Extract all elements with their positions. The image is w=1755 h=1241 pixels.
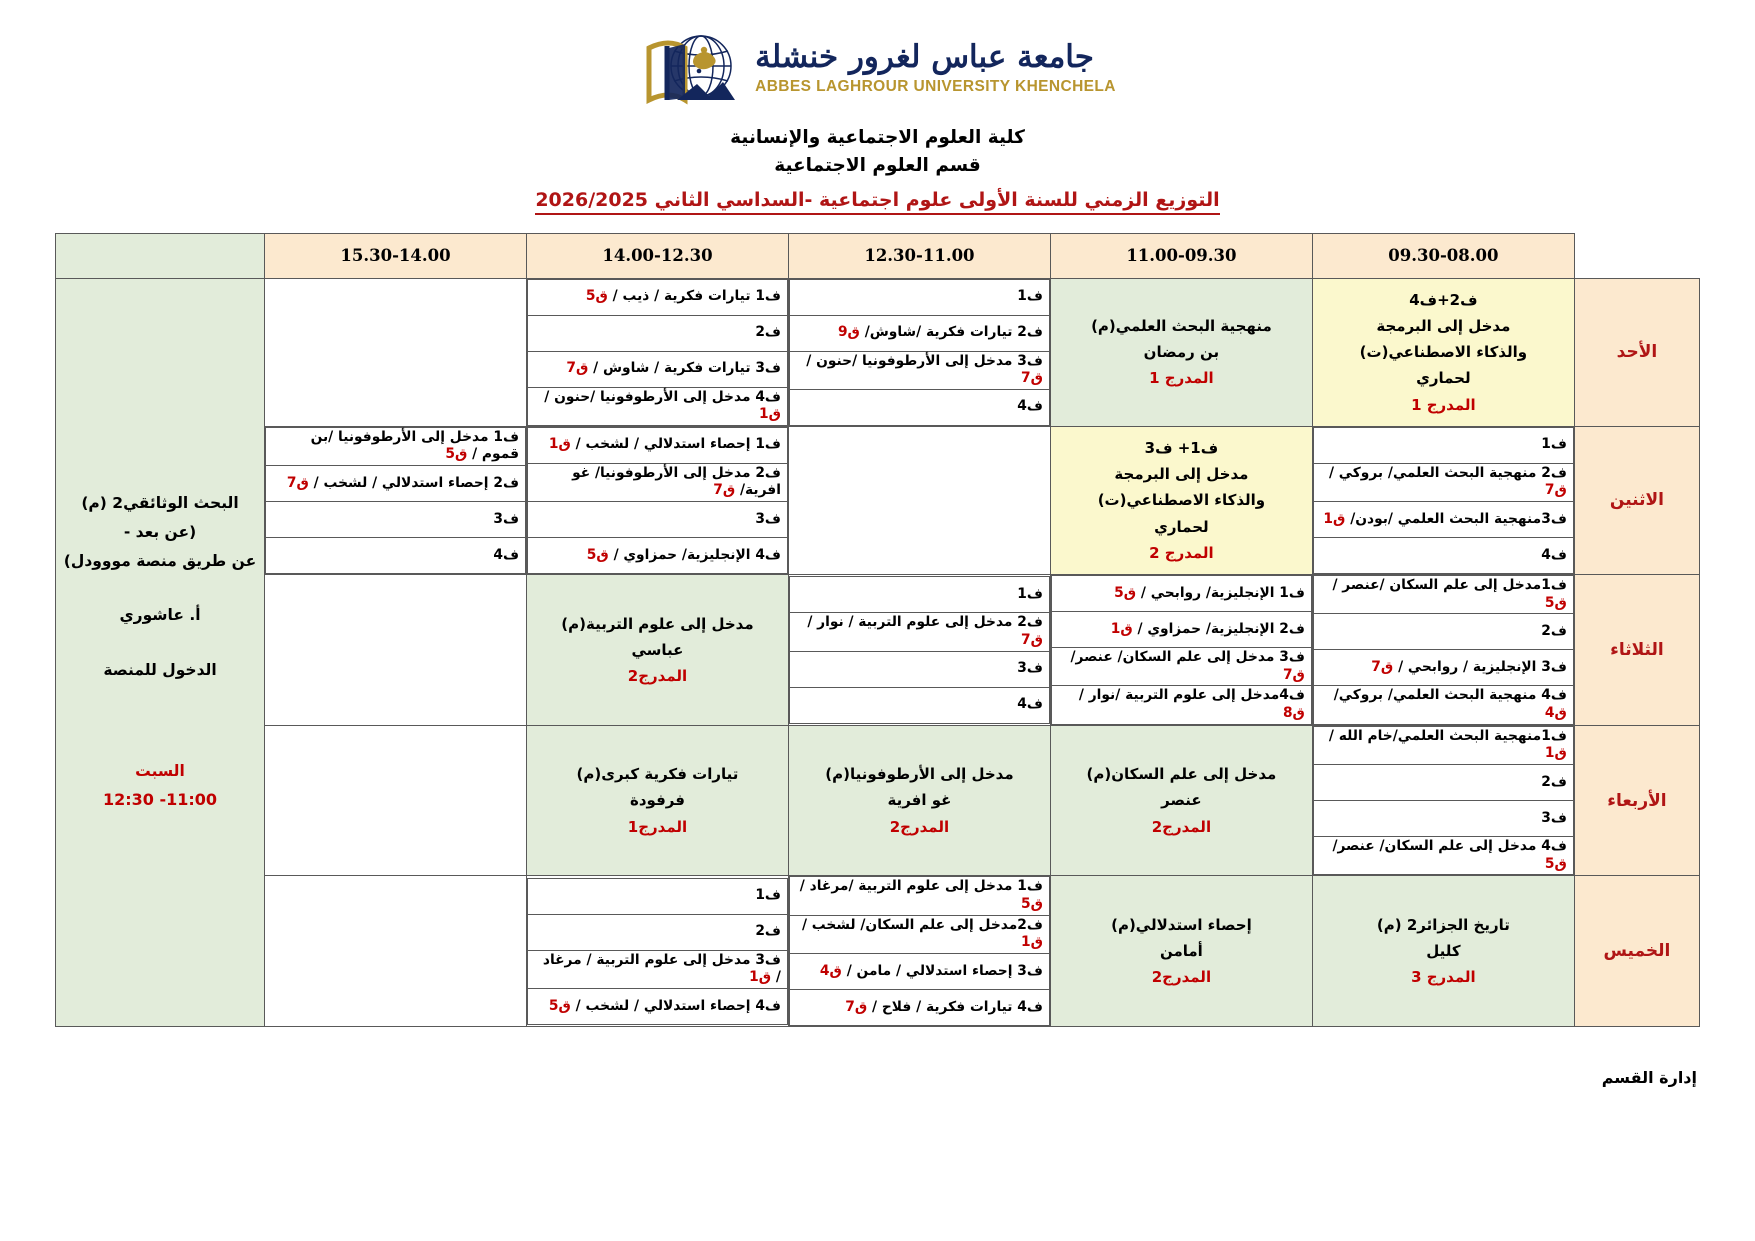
group-row <box>789 687 1049 723</box>
group-entry-text: ف3 <box>1541 809 1567 826</box>
university-wordmark <box>755 38 1116 95</box>
group-entry <box>527 950 787 988</box>
timetable-body <box>56 278 1700 1027</box>
group-entry-room: ق5 <box>1114 584 1137 601</box>
group-entry <box>266 502 526 538</box>
cell-4-3 <box>526 876 788 1027</box>
group-entry-text: ف1منهجية البحث العلمي/خام الله / <box>1328 727 1567 744</box>
day-label-0: الأحد <box>1574 278 1699 426</box>
group-entry <box>527 914 787 950</box>
group-entry <box>1051 576 1311 612</box>
group-entry-text: ف3منهجية البحث العلمي /بودن/ <box>1350 510 1567 527</box>
group-entry-text: ف3 مدخل إلى علم السكان/ عنصر/ <box>1070 649 1305 666</box>
group-entry-room: ق1 <box>749 969 772 986</box>
timetable <box>55 233 1700 1028</box>
group-entry-room: ق7 <box>1020 631 1043 648</box>
group-entry <box>789 651 1049 687</box>
document-title-text: التوزيع الزمني للسنة الأولى علوم اجتماعية -السداسي الثاني 2026/2025 <box>535 189 1219 215</box>
group-entry <box>1313 427 1573 463</box>
group-entry-text: ف2 منهجية البحث العلمي/ بروكي / <box>1328 464 1567 481</box>
group-table <box>527 279 788 426</box>
group-row <box>1313 650 1573 686</box>
group-entry-text: ف1 <box>1541 436 1567 453</box>
group-entry <box>266 427 526 465</box>
group-entry <box>266 538 526 574</box>
day-label-4: الخميس <box>1574 876 1699 1027</box>
group-row <box>789 577 1049 613</box>
group-row <box>1313 576 1573 614</box>
group-entry <box>789 954 1049 990</box>
cell-2-1 <box>1050 575 1312 726</box>
group-entry-text: ف1مدخل إلى علم السكان /عنصر / <box>1332 577 1567 594</box>
lecture-line: تاريخ الجزائر2 (م) <box>1376 915 1510 934</box>
cell-0-4 <box>265 278 527 426</box>
group-entry-text: ف3 مدخل إلى الأرطوفونيا /حنون / <box>806 352 1043 369</box>
group-row <box>789 613 1049 651</box>
group-table <box>527 427 788 574</box>
group-row <box>527 502 787 538</box>
side-line-3: عن طريق منصة مووودل) <box>63 551 257 570</box>
header-slot-1530-1400: 15.30-14.00 <box>265 233 527 278</box>
lecture-room: المدرج 1 <box>1149 369 1214 388</box>
group-table <box>527 878 788 1025</box>
group-entry-room: ق7 <box>845 998 868 1015</box>
lecture-room: المدرج 1 <box>1411 395 1476 414</box>
group-entry-text: ف1 <box>1017 288 1043 305</box>
group-entry <box>789 877 1049 915</box>
group-row <box>1313 837 1573 875</box>
group-entry-text: ف4 <box>1017 398 1043 415</box>
group-entry-text: ف2 <box>1541 773 1567 790</box>
group-row <box>789 279 1049 315</box>
group-entry <box>1313 463 1573 501</box>
day-label-2: الثلاثاء <box>1574 575 1699 726</box>
globe-book-logo-icon <box>639 26 745 110</box>
group-entry-text: ف3 إحصاء استدلالي / مامن / <box>846 962 1043 979</box>
group-entry-text: ف1 تيارات فكرية / ذيب / <box>612 288 781 305</box>
group-row <box>789 877 1049 915</box>
university-name-en: ABBES LAGHROUR UNIVERSITY KHENCHELA <box>755 77 1116 95</box>
university-name-ar: جامعة عباس لغرور خنشلة <box>755 38 1094 75</box>
cell-3-3 <box>526 725 788 876</box>
group-entry-text: ف4 مدخل إلى الأرطوفونيا /حنون / <box>544 388 781 405</box>
lecture-line: ف1+ ف3 <box>1144 438 1219 457</box>
group-row <box>527 988 787 1024</box>
group-entry-text: ف4 <box>1541 546 1567 563</box>
group-entry-text: ف2 الإنجليزية/ حمزاوي / <box>1137 620 1305 637</box>
cell-3-2 <box>788 725 1050 876</box>
group-entry-text: ف4 منهجية البحث العلمي/ بروكي/ <box>1333 687 1567 704</box>
group-entry-room: ق4 <box>1544 705 1567 722</box>
group-row <box>527 878 787 914</box>
cell-4-2 <box>788 876 1050 1027</box>
group-row <box>1051 648 1311 686</box>
lecture-line: والذكاء الاصطناعي(ت) <box>1359 343 1528 362</box>
group-entry-text: ف4 إحصاء استدلالي / لشخب / <box>575 997 781 1014</box>
cell-1-1 <box>1050 426 1312 574</box>
cell-3-4 <box>265 725 527 876</box>
group-row <box>527 950 787 988</box>
group-entry-room: ق5 <box>1544 594 1567 611</box>
group-entry <box>1313 726 1573 764</box>
group-row <box>266 538 526 574</box>
group-table <box>1313 427 1574 574</box>
group-entry-room: ق4 <box>819 962 842 979</box>
group-entry-text: ف4 <box>1017 696 1043 713</box>
group-entry-room: ق5 <box>548 997 571 1014</box>
group-entry <box>1313 837 1573 875</box>
group-entry-room: ق7 <box>1544 482 1567 499</box>
group-entry-text: ف2مدخل إلى علم السكان/ لشخب / <box>801 916 1043 933</box>
group-row <box>527 351 787 387</box>
lecture-line: أمامن <box>1159 942 1203 961</box>
side-line-2: (عن بعد - <box>123 523 197 542</box>
group-row <box>1051 612 1311 648</box>
group-entry <box>527 463 787 501</box>
cell-4-1 <box>1050 876 1312 1027</box>
side-note-cell <box>56 278 265 1027</box>
group-entry-room: ق7 <box>566 360 589 377</box>
group-entry-room: ق5 <box>1020 896 1043 913</box>
cell-0-3 <box>526 278 788 426</box>
group-entry-room: ق5 <box>585 288 608 305</box>
cell-1-2 <box>788 426 1050 574</box>
cell-1-3 <box>526 426 788 574</box>
lecture-line: تيارات فكرية كبرى(م) <box>576 765 739 784</box>
group-entry-text: ف3 <box>1017 660 1043 677</box>
lecture-room: المدرج 2 <box>1149 543 1214 562</box>
group-row <box>527 914 787 950</box>
group-entry-text: ف1 الإنجليزية/ روابحي / <box>1140 584 1305 601</box>
lecture-room: المدرج1 <box>627 817 688 836</box>
group-row <box>1051 686 1311 724</box>
group-entry-text: ف4 تيارات فكرية / فلاح / <box>872 998 1043 1015</box>
department-signature: إدارة القسم <box>1601 1068 1697 1087</box>
side-line-1: البحث الوثائقي2 (م) <box>81 494 239 513</box>
group-entry <box>1051 648 1311 686</box>
side-time: 12:30 -11:00 <box>102 790 218 810</box>
timetable-row <box>56 278 1700 426</box>
group-row <box>1313 427 1573 463</box>
timetable-row <box>56 725 1700 876</box>
group-entry-text: ف2 <box>755 324 781 341</box>
group-row <box>789 915 1049 953</box>
side-access: الدخول للمنصة <box>103 661 217 680</box>
group-entry-room: ق5 <box>1544 855 1567 872</box>
group-entry-text: ف2 مدخل إلى الأرطوفونيا/ غو افرية/ <box>572 464 781 499</box>
lecture-line: مدخل إلى البرمجة <box>1114 465 1249 484</box>
lecture-line: مدخل إلى الأرطوفونيا(م) <box>825 765 1014 784</box>
group-entry <box>527 427 787 463</box>
group-entry <box>789 279 1049 315</box>
side-teacher: أ. عاشوري <box>119 606 201 625</box>
lecture-line: مدخل إلى البرمجة <box>1376 316 1511 335</box>
group-row <box>266 466 526 502</box>
group-entry-text: ف3 الإنجليزية / روابحي / <box>1398 659 1567 676</box>
header-slot-1400-1230: 14.00-12.30 <box>526 233 788 278</box>
group-entry-room: ق8 <box>1282 705 1305 722</box>
lecture-line: لحماري <box>1154 517 1209 536</box>
day-label-3: الأربعاء <box>1574 725 1699 876</box>
group-entry <box>789 613 1049 651</box>
group-entry-text: ف1 <box>1017 585 1043 602</box>
cell-1-0 <box>1312 426 1574 574</box>
group-entry-text: ف4مدخل إلى علوم التربية /نوار / <box>1078 687 1305 704</box>
group-entry <box>1051 686 1311 724</box>
group-row <box>1313 463 1573 501</box>
group-entry <box>1313 686 1573 724</box>
lecture-line: ف2+ف4 <box>1409 290 1478 309</box>
group-entry <box>266 466 526 502</box>
group-entry <box>789 351 1049 389</box>
group-entry-text: ف1 <box>755 887 781 904</box>
group-entry-room: ق7 <box>713 482 736 499</box>
group-table <box>1313 575 1574 725</box>
group-entry <box>527 387 787 425</box>
group-entry-text: ف3 تيارات فكرية / شاوش / <box>593 360 781 377</box>
group-entry-room: ق1 <box>1020 934 1043 951</box>
group-entry-text: ف1 إحصاء استدلالي / لشخب / <box>575 436 781 453</box>
cell-4-4 <box>265 876 527 1027</box>
group-row <box>1051 576 1311 612</box>
cell-2-0 <box>1312 575 1574 726</box>
lecture-line: فرفودة <box>630 791 685 810</box>
group-entry-room: ق5 <box>445 446 468 463</box>
group-entry <box>789 687 1049 723</box>
group-entry-text: ف4 الإنجليزية/ حمزاوي / <box>613 546 781 563</box>
side-day: السبت <box>135 761 185 780</box>
group-entry <box>527 279 787 315</box>
lecture-line: منهجية البحث العلمي(م) <box>1091 316 1272 335</box>
group-entry-text: ف4 مدخل إلى علم السكان/ عنصر/ <box>1332 838 1567 855</box>
group-entry-room: ق5 <box>586 546 609 563</box>
document-title <box>0 189 1755 211</box>
group-row <box>527 463 787 501</box>
group-row <box>527 427 787 463</box>
group-entry <box>789 915 1049 953</box>
group-row <box>789 351 1049 389</box>
group-entry <box>1313 765 1573 801</box>
timetable-row <box>56 426 1700 574</box>
group-entry-text: ف3 مدخل إلى علوم التربية / مرغاد / <box>542 951 781 986</box>
group-row <box>789 954 1049 990</box>
header-slot-1100-0930: 11.00-09.30 <box>1050 233 1312 278</box>
group-entry <box>527 502 787 538</box>
cell-0-1 <box>1050 278 1312 426</box>
group-row <box>1313 614 1573 650</box>
group-row <box>527 279 787 315</box>
group-table <box>789 876 1050 1026</box>
day-label-1: الاثنين <box>1574 426 1699 574</box>
group-entry-text: ف1 مدخل إلى علوم التربية /مرغاد / <box>799 878 1043 895</box>
group-entry-text: ف3 <box>755 510 781 527</box>
timetable-row <box>56 876 1700 1027</box>
group-entry-text: ف2 إحصاء استدلالي / لشخب / <box>313 474 519 491</box>
group-row <box>1313 502 1573 538</box>
faculty-name: كلية العلوم الاجتماعية والإنسانية <box>730 127 1025 148</box>
header-slot-1230-1100: 12.30-11.00 <box>788 233 1050 278</box>
group-row <box>789 389 1049 425</box>
group-entry-room: ق1 <box>1544 745 1567 762</box>
group-row <box>789 990 1049 1026</box>
group-entry <box>1051 612 1311 648</box>
group-entry <box>789 577 1049 613</box>
lecture-line: كليل <box>1426 942 1461 961</box>
header-row <box>56 233 1700 278</box>
group-entry-text: ف2 مدخل إلى علوم التربية / نوار / <box>807 614 1043 631</box>
cell-0-0 <box>1312 278 1574 426</box>
group-entry-room: ق7 <box>1282 666 1305 683</box>
lecture-line: والذكاء الاصطناعي(ت) <box>1097 491 1266 510</box>
group-entry-text: ف3 <box>493 510 519 527</box>
cell-1-4 <box>265 426 527 574</box>
timetable-head <box>56 233 1700 278</box>
group-entry <box>1313 538 1573 574</box>
group-entry-text: ف2 <box>755 923 781 940</box>
lecture-room: المدرج2 <box>627 667 688 686</box>
group-entry-text: ف4 <box>493 546 519 563</box>
group-entry-room: ق1 <box>759 406 781 423</box>
group-entry <box>1313 502 1573 538</box>
group-table <box>1051 575 1312 725</box>
group-row <box>1313 765 1573 801</box>
group-entry-text: ف2 <box>1541 623 1567 640</box>
group-entry <box>1313 650 1573 686</box>
group-entry <box>527 878 787 914</box>
header-day-corner <box>1574 233 1699 278</box>
group-entry-room: ق1 <box>1323 510 1346 527</box>
faculty-block <box>0 124 1755 180</box>
lecture-line: مدخل إلى علوم التربية(م) <box>561 614 754 633</box>
group-entry-room: ق7 <box>286 474 309 491</box>
group-entry-text: ف2 تيارات فكرية /شاوش/ <box>864 324 1043 341</box>
group-entry-room: ق1 <box>1110 620 1133 637</box>
lecture-line: مدخل إلى علم السكان(م) <box>1086 765 1277 784</box>
group-entry <box>527 315 787 351</box>
header-side-corner <box>56 233 265 278</box>
timetable-row <box>56 575 1700 726</box>
group-entry-room: ق7 <box>1020 370 1043 387</box>
lecture-line: لحماري <box>1416 369 1471 388</box>
lecture-line: غو افرية <box>887 791 952 810</box>
group-row <box>266 502 526 538</box>
group-row <box>789 651 1049 687</box>
lecture-room: المدرج2 <box>1151 817 1212 836</box>
lecture-room: المدرج 3 <box>1411 968 1476 987</box>
lecture-room: المدرج2 <box>1151 968 1212 987</box>
group-entry-room: ق9 <box>837 324 860 341</box>
cell-2-2 <box>788 575 1050 726</box>
group-entry <box>789 389 1049 425</box>
group-row <box>527 315 787 351</box>
group-entry-room: ق7 <box>1371 659 1394 676</box>
cell-3-1 <box>1050 725 1312 876</box>
group-row <box>1313 686 1573 724</box>
group-table <box>265 427 526 574</box>
group-row <box>266 427 526 465</box>
group-table <box>789 279 1050 426</box>
group-row <box>789 315 1049 351</box>
group-entry <box>527 351 787 387</box>
group-entry <box>1313 801 1573 837</box>
lecture-line: بن رمضان <box>1143 343 1220 362</box>
lecture-line: عنصر <box>1161 791 1202 810</box>
group-entry <box>1313 576 1573 614</box>
lecture-line: عباسي <box>631 640 684 659</box>
group-row <box>1313 801 1573 837</box>
cell-4-0 <box>1312 876 1574 1027</box>
university-header <box>0 0 1755 110</box>
group-entry <box>789 315 1049 351</box>
group-entry <box>527 988 787 1024</box>
group-row <box>527 538 787 574</box>
lecture-room: المدرج2 <box>889 817 950 836</box>
group-entry-room: ق1 <box>548 436 571 453</box>
header-slot-0930-0800: 09.30-08.00 <box>1312 233 1574 278</box>
group-entry <box>789 990 1049 1026</box>
cell-2-3 <box>526 575 788 726</box>
group-row <box>527 387 787 425</box>
lecture-line: إحصاء استدلالي(م) <box>1111 915 1252 934</box>
group-table <box>789 576 1050 723</box>
group-row <box>1313 726 1573 764</box>
cell-3-0 <box>1312 725 1574 876</box>
cell-0-2 <box>788 278 1050 426</box>
cell-2-4 <box>265 575 527 726</box>
group-entry-text: ف1 مدخل إلى الأرطوفونيا /بن قموم / <box>310 428 519 463</box>
group-table <box>1313 726 1574 876</box>
group-row <box>1313 538 1573 574</box>
department-name: قسم العلوم الاجتماعية <box>774 154 981 176</box>
group-entry <box>1313 614 1573 650</box>
group-entry <box>527 538 787 574</box>
